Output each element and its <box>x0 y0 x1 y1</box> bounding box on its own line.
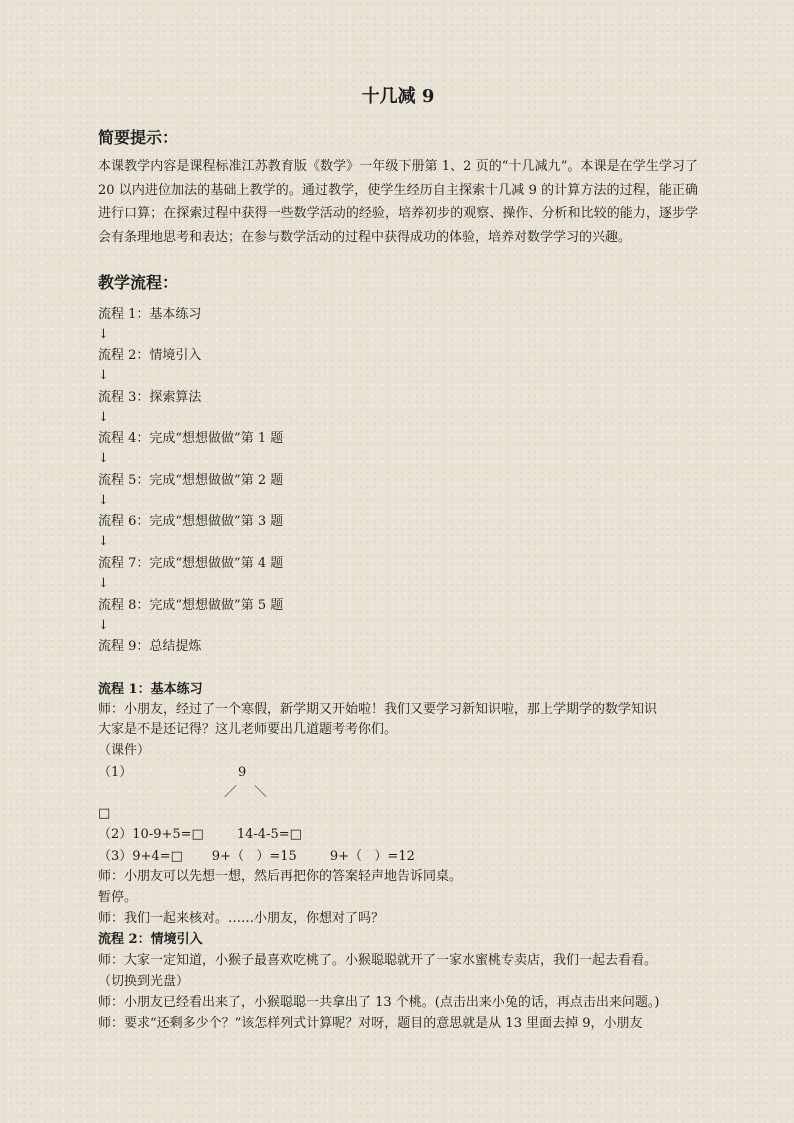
summary-heading: 简要提示： <box>98 128 179 147</box>
section1-line: 师：我们一起来核对。……小朋友，你想对了吗？ <box>98 911 385 926</box>
section1-line: 大家是不是还记得？这儿老师要出几道题考考你们。 <box>98 722 398 737</box>
section2-heading: 流程 2：情境引入 <box>98 932 203 947</box>
section2-line: 师：小朋友已经看出来了，小猴聪聪一共拿出了 13 个桃。(点击出来小兔的话，再点击出来问题。) <box>98 995 660 1010</box>
flow-arrow: ↓ <box>98 451 109 466</box>
flow-arrow: ↓ <box>98 618 109 633</box>
flow-step-7: 流程 7：完成“想想做做”第 4 题 <box>98 556 284 571</box>
section1-line: 暂停。 <box>98 890 138 905</box>
q1-right-branch: ＼ <box>254 785 268 800</box>
q1-answer-box: □ <box>98 806 111 821</box>
flow-step-8: 流程 8：完成“想想做做”第 5 题 <box>98 598 284 613</box>
flow-step-6: 流程 6：完成“想想做做”第 3 题 <box>98 514 284 529</box>
page-title: 十几减 9 <box>361 86 435 107</box>
section2-line: 师：大家一定知道，小猴子最喜欢吃桃了。小猴聪聪就开了一家水蜜桃专卖店，我们一起去看看。 <box>98 953 658 968</box>
flow-arrow: ↓ <box>98 327 109 342</box>
flow-heading: 教学流程： <box>98 273 179 292</box>
summary-paragraph: 本课教学内容是课程标准江苏教育版《数学》一年级下册第 1、2 页的“十几减九”。本课是在学生学习了 20 以内进位加法的基础上教学的。通过教学，使学生经历自主探索十几减 9 的计算方法的过程，能正确进行口算；在探索过程中获得一些数学活动的经验，培养初步的观察、操作、分析和比较的能力，逐步学会有条理地思考和表达；在参与数学活动的过程中获得成功的体验，培养对数学学习的兴趣。 <box>98 159 698 245</box>
question-2: （2）10-9+5=□ 14-4-5=□ <box>98 827 302 842</box>
section1-line: （1） <box>98 765 133 780</box>
flow-step-5: 流程 5：完成“想想做做”第 2 题 <box>98 473 284 488</box>
flow-step-9: 流程 9：总结提炼 <box>98 639 202 654</box>
section2-line: 师：要求“还剩多少个？”该怎样列式计算呢？对呀，题目的意思就是从 13 里面去掉 9，小朋友 <box>98 1016 643 1031</box>
flow-step-3: 流程 3：探索算法 <box>98 390 202 405</box>
flow-arrow: ↓ <box>98 410 109 425</box>
flow-step-1: 流程 1：基本练习 <box>98 307 202 322</box>
section1-line: （课件） <box>98 743 151 758</box>
flow-arrow: ↓ <box>98 534 109 549</box>
section1-line: 师：小朋友，经过了一个寒假，新学期又开始啦！我们又要学习新知识啦，那上学期学的数学知识 <box>98 702 658 717</box>
flow-step-2: 流程 2：情境引入 <box>98 348 202 363</box>
q1-top-number: 9 <box>238 765 247 780</box>
question-3: （3）9+4=□ 9+（ ）=15 9+（ ）=12 <box>98 849 415 864</box>
flow-arrow: ↓ <box>98 576 109 591</box>
flow-step-4: 流程 4：完成“想想做做”第 1 题 <box>98 431 284 446</box>
section1-heading: 流程 1：基本练习 <box>98 682 203 697</box>
section1-line: 师：小朋友可以先想一想，然后再把你的答案轻声地告诉同桌。 <box>98 869 463 884</box>
section2-line: （切换到光盘） <box>98 974 190 989</box>
flow-arrow: ↓ <box>98 493 109 508</box>
q1-left-branch: ／ <box>224 785 238 800</box>
flow-arrow: ↓ <box>98 368 109 383</box>
